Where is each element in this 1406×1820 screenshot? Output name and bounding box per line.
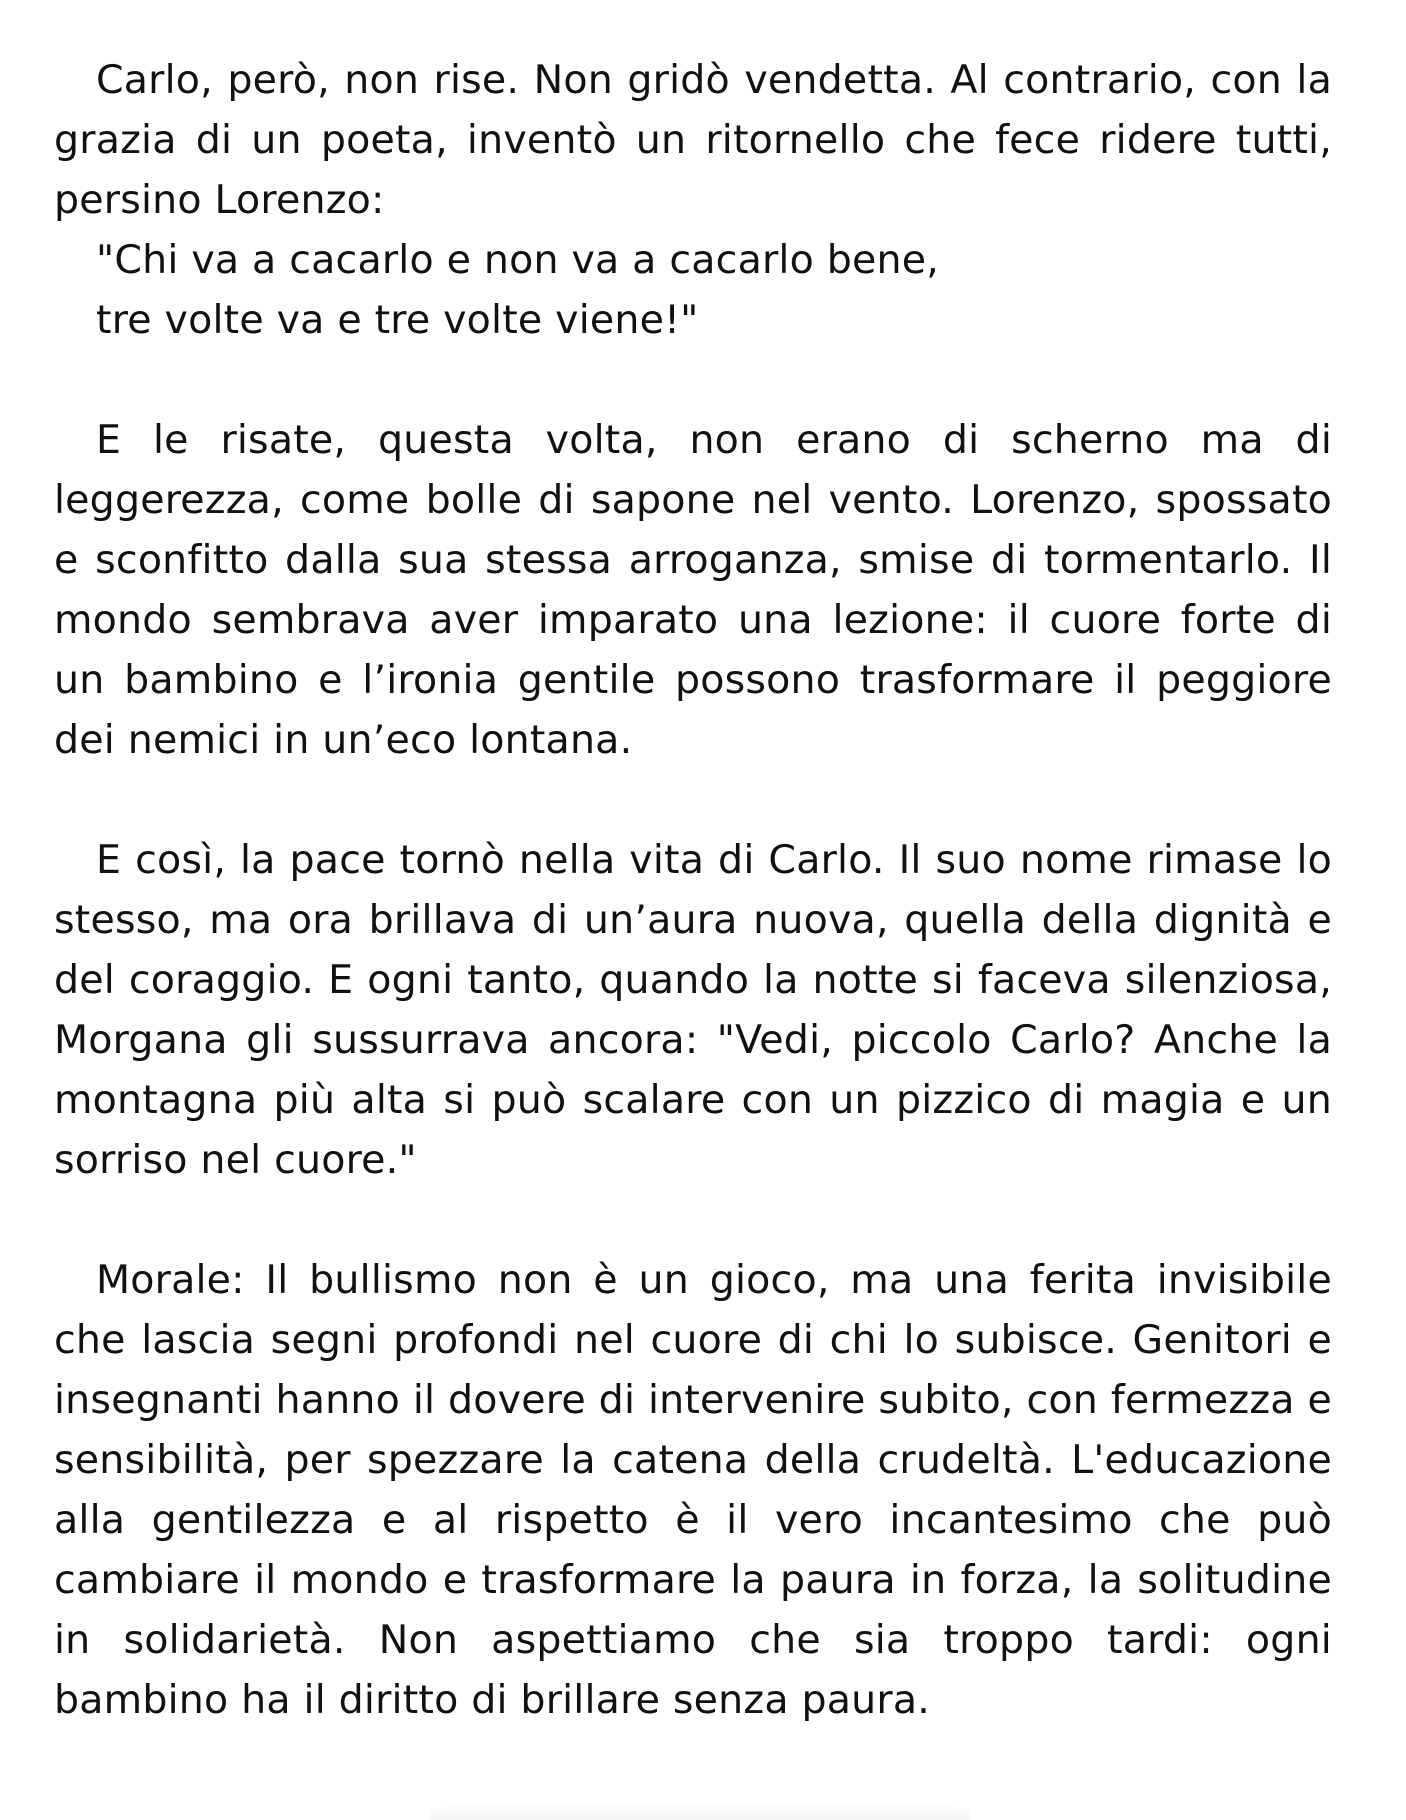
paragraph-carlo-reply: Carlo, però, non rise. Non gridò vendetta. Al contrario, con la grazia di un poeta, inventò un ritornello che fece ridere tutti, persino Lorenzo: [54,57,1332,223]
paragraph-spacer [54,770,1332,830]
paragraph-laughter: E le risate, questa volta, non erano di scherno ma di leggerezza, come bolle di sapone nel vento. Lorenzo, spossato e sconfitto dalla sua stessa arroganza, smise di tormentarlo. Il mondo sembrava aver imparato una lezione: il cuore forte di un bambino e l’ironia gentile possono trasformare il peggiore dei nemici in un’eco lontana. [54,417,1332,763]
verse-line-1: "Chi va a cacarlo e non va a cacarlo bene, [96,237,939,283]
paragraph-peace: E così, la pace tornò nella vita di Carlo. Il suo nome rimase lo stesso, ma ora brillava di un’aura nuova, quella della dignità e del coraggio. E ogni tanto, quando la notte si faceva silenziosa, Morgana gli sussurrava ancora: "Vedi, piccolo Carlo? Anche la montagna più alta si può scalare con un pizzico di magia e un sorriso nel cuore." [54,837,1332,1183]
verse-refrain [54,230,1332,350]
page-bottom-shadow [430,1800,970,1820]
paragraph-spacer [54,1190,1332,1250]
verse-line-2: tre volte va e tre volte viene!" [96,297,699,343]
paragraph-spacer [54,350,1332,410]
document-page [54,50,1332,1730]
paragraph-moral: Morale: Il bullismo non è un gioco, ma una ferita invisibile che lascia segni profondi nel cuore di chi lo subisce. Genitori e insegnanti hanno il dovere di intervenire subito, con fermezza e sensibilità, per spezzare la catena della crudeltà. L'educazione alla gentilezza e al rispetto è il vero incantesimo che può cambiare il mondo e trasformare la paura in forza, la solitudine in solidarietà. Non aspettiamo che sia troppo tardi: ogni bambino ha il diritto di brillare senza paura. [54,1257,1332,1723]
